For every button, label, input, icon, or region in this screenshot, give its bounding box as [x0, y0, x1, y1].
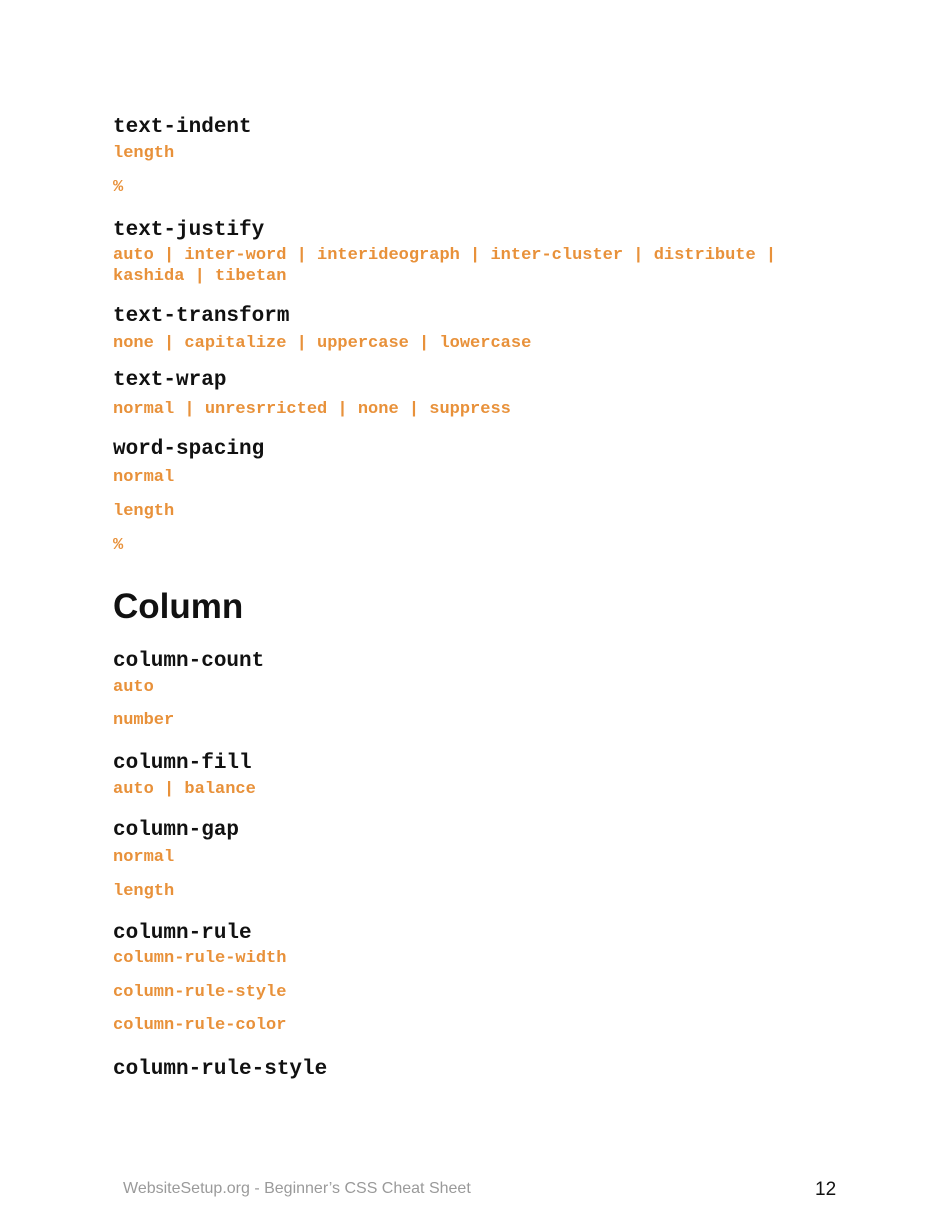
property-name: column-rule-style	[113, 1058, 328, 1081]
section-heading: Column	[113, 587, 244, 626]
property-value: auto | balance	[113, 780, 256, 799]
property-value: normal | unresrricted | none | suppress	[113, 400, 511, 419]
property-name: text-transform	[113, 305, 290, 328]
page-number: 12	[815, 1179, 837, 1200]
property-value: %	[113, 178, 124, 197]
property-name: text-indent	[113, 116, 252, 139]
property-name: column-rule	[113, 922, 252, 945]
property-value: column-rule-width	[113, 949, 287, 968]
property-name: column-count	[113, 650, 265, 673]
property-value: column-rule-color	[113, 1016, 287, 1035]
property-value: column-rule-style	[113, 983, 287, 1002]
property-name: column-fill	[113, 752, 252, 775]
property-value: normal	[113, 468, 175, 487]
property-value: length	[113, 502, 175, 521]
property-name: word-spacing	[113, 438, 265, 461]
property-value: none | capitalize | uppercase | lowercase	[113, 334, 532, 353]
property-value: normal	[113, 848, 175, 867]
property-value: auto | inter-word | interideograph | inter-cluster | distribute |	[113, 246, 777, 265]
property-value: length	[113, 882, 175, 901]
property-value: number	[113, 711, 175, 730]
property-name: text-justify	[113, 219, 265, 242]
footer-text: WebsiteSetup.org - Beginner’s CSS Cheat Sheet	[123, 1180, 471, 1197]
property-value: %	[113, 536, 124, 555]
property-name: column-gap	[113, 819, 240, 842]
property-name: text-wrap	[113, 369, 227, 392]
property-value: kashida | tibetan	[113, 267, 287, 286]
property-value: auto	[113, 678, 154, 697]
property-value: length	[113, 144, 175, 163]
